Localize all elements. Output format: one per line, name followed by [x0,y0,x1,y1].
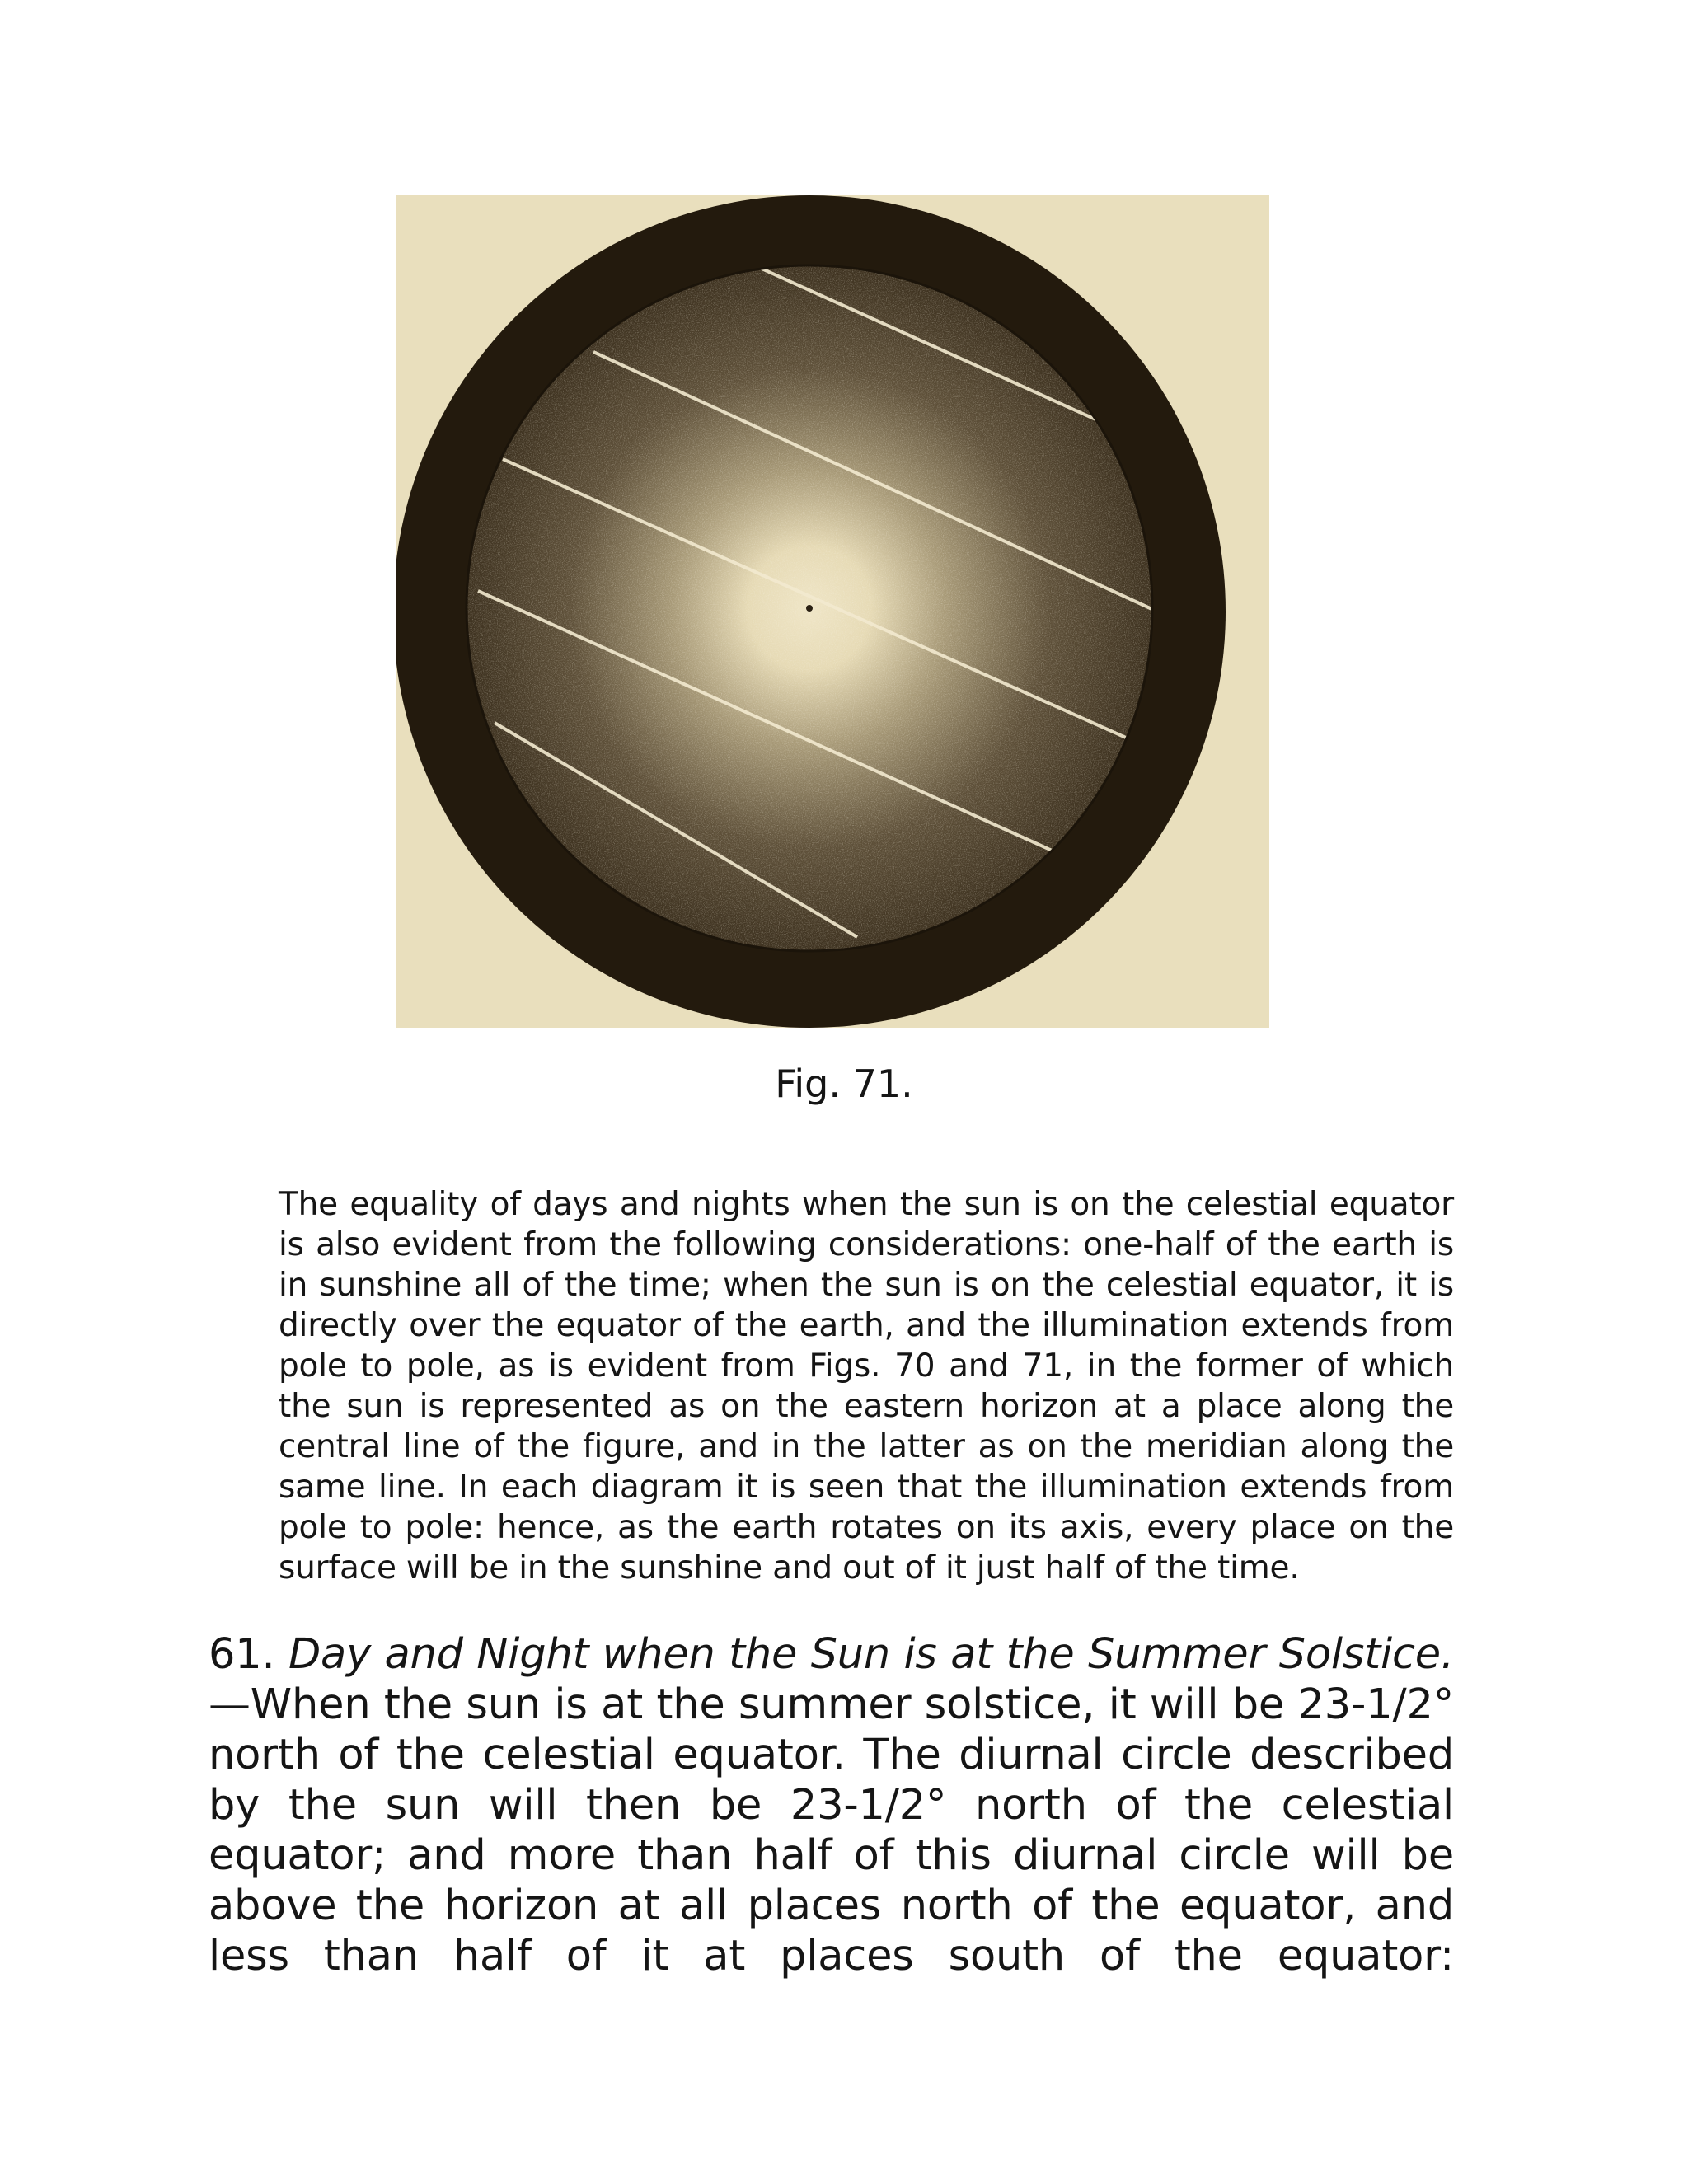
section-heading: Day and Night when the Sun is at the Summer Solstice. [288,1630,1454,1679]
section-61-paragraph [209,1629,1454,1981]
section-number: 61. [209,1630,275,1679]
figure-caption: Fig. 71. [775,1062,913,1106]
equality-paragraph: The equality of days and nights when the sun is on the celestial equator is also evident from the following considerations: one-half of the earth is in sunshine all of the time; when the sun is on the celestial equator, it is directly over the equator of the earth, and the illumination extends from pole to pole, as is evident from Figs. 70 and 71, in the former of which the sun is represented as on the eastern horizon at a place along the central line of the figure, and in the latter as on the meridian along the same line. In each diagram it is seen that the illumination extends from pole to pole: hence, as the earth rotates on its axis, every place on the surface will be in the sunshine and out of it just half of the time. [279,1186,1454,1586]
figure-illustration [396,195,1269,1028]
section-body: —When the sun is at the summer solstice, it will be 23-1/2° north of the celestial equator. The diurnal circle described by the sun will then be 23-1/2° north of the celestial equator; and more than half of this diurnal circle will be above the horizon at all places north of the equator, and less than half of it at places south of the equator: [209,1680,1454,1980]
earth-illumination-icon [396,195,1269,1028]
